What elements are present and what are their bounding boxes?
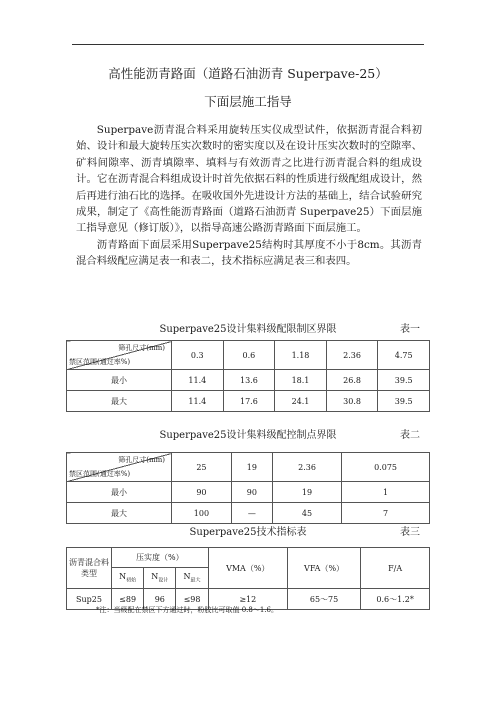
table1-cell: 13.6 bbox=[223, 370, 275, 391]
table1-cell: 30.8 bbox=[326, 391, 378, 412]
table2-diag-bottom: 禁区范围(通过率%) bbox=[69, 470, 131, 478]
n-init-sub: 初始 bbox=[126, 577, 137, 584]
table1-header-cell: 2.36 bbox=[326, 341, 378, 370]
table1-row-label: 最小 bbox=[67, 370, 172, 391]
table2-row-label: 最大 bbox=[67, 503, 172, 524]
table2-header-cell: 2.36 bbox=[272, 453, 341, 482]
table2-cell: 19 bbox=[272, 482, 341, 503]
table1-cell: 39.5 bbox=[378, 391, 430, 412]
table1-header-cell: 0.3 bbox=[172, 341, 224, 370]
table2-cell: 90 bbox=[231, 482, 272, 503]
table2-number: 表二 bbox=[400, 430, 420, 441]
header-rule bbox=[72, 44, 424, 45]
table1-diag-header bbox=[67, 341, 172, 370]
table3-cell-n-init: ≤89 bbox=[112, 589, 144, 610]
table3-footnote: *注：当级配在禁区下方通过时，粉胶比可取值 0.8～1.6。 bbox=[96, 606, 278, 614]
table3-compaction-header: 压实度（%） bbox=[112, 548, 209, 568]
table2-cell: 7 bbox=[342, 503, 430, 524]
table3-cell-n-design: 96 bbox=[144, 589, 176, 610]
table2-row-label: 最小 bbox=[67, 482, 172, 503]
table1-diag-top: 筛孔尺寸(mm) bbox=[118, 344, 165, 352]
n-max-sub: 最大 bbox=[190, 577, 201, 584]
n-design-symbol: N bbox=[151, 572, 159, 582]
table3-fa-header: F/A bbox=[361, 548, 430, 589]
table2-header-row bbox=[67, 453, 430, 482]
table1-cell: 17.6 bbox=[223, 391, 275, 412]
table2-caption-text: Superpave25设计集料级配控制点界限 bbox=[159, 430, 337, 441]
table3-cell-vma: ≥12 bbox=[208, 589, 287, 610]
table3-n-design-header bbox=[144, 568, 176, 589]
table2-diag-header bbox=[67, 453, 172, 482]
doc-subtitle: 下面层施工指导 bbox=[204, 94, 292, 109]
table2-cell: 100 bbox=[172, 503, 232, 524]
table1-header-cell: 1.18 bbox=[275, 341, 327, 370]
table1-row-label: 最大 bbox=[67, 391, 172, 412]
n-design-sub: 设计 bbox=[158, 577, 169, 584]
table2-header-cell: 19 bbox=[231, 453, 272, 482]
table1-row bbox=[67, 370, 430, 391]
table1-diag-bottom: 禁区范围(通过率%) bbox=[69, 358, 131, 366]
table1-number: 表一 bbox=[400, 324, 420, 335]
table3-number: 表三 bbox=[400, 527, 420, 538]
table3 bbox=[66, 547, 430, 610]
table1 bbox=[66, 340, 430, 412]
table3-vma-header: VMA（%） bbox=[208, 548, 287, 589]
table1-row bbox=[67, 391, 430, 412]
table1-header-cell: 0.6 bbox=[223, 341, 275, 370]
table1-cell: 24.1 bbox=[275, 391, 327, 412]
table2-cell: — bbox=[231, 503, 272, 524]
n-max-symbol: N bbox=[183, 572, 191, 582]
paragraph-1: Superpave沥青混合料采用旋转压实仪成型试件，依据沥青混合料初始、设计和最大旋转压实次数时的密实度以及在设计压实次数时的空隙率、矿料间隙率、沥青填隙率、填料与有效沥青之比进行沥青混合料的组成设计。它在沥青混合料组成设计时首先依据石料的性质进行级配组成设计，然后再进行油石比的选择。在吸收国外先进设计方法的基础上，结合试验研究成果，制定了《高性能沥青路面（道路石油沥青 Superpave25）下面层施工指导意见（修订版）》，以指导高速公路沥青路面下面层施工。 bbox=[76, 124, 422, 235]
table2-diag-top: 筛孔尺寸(mm) bbox=[118, 456, 165, 464]
table3-n-init-header bbox=[112, 568, 144, 589]
body-text bbox=[76, 122, 422, 270]
table1-header-cell: 4.75 bbox=[378, 341, 430, 370]
table3-cell-vfa: 65～75 bbox=[287, 589, 360, 610]
n-init-symbol: N bbox=[119, 572, 127, 582]
table3-header-row bbox=[67, 548, 430, 568]
table2-header-cell: 0.075 bbox=[342, 453, 430, 482]
table3-cell-type: Sup25 bbox=[67, 589, 112, 610]
table1-cell: 39.5 bbox=[378, 370, 430, 391]
table3-vfa-header: VFA（%） bbox=[287, 548, 360, 589]
table1-cell: 26.8 bbox=[326, 370, 378, 391]
table1-caption-text: Superpave25设计集料级配限制区界限 bbox=[159, 324, 337, 335]
table3-caption-text: Superpave25技术指标表 bbox=[189, 527, 307, 538]
table3-cell-n-max: ≤98 bbox=[176, 589, 208, 610]
table2-row bbox=[67, 503, 430, 524]
table1-cell: 18.1 bbox=[275, 370, 327, 391]
table2-cell: 1 bbox=[342, 482, 430, 503]
table1-header-row bbox=[67, 341, 430, 370]
doc-title: 高性能沥青路面（道路石油沥青 Superpave-25） bbox=[108, 66, 388, 81]
table2-cell: 45 bbox=[272, 503, 341, 524]
table2 bbox=[66, 452, 430, 524]
table3-n-max-header bbox=[176, 568, 208, 589]
table2-cell: 90 bbox=[172, 482, 232, 503]
table1-cell: 11.4 bbox=[172, 391, 224, 412]
table1-cell: 11.4 bbox=[172, 370, 224, 391]
paragraph-2: 沥青路面下面层采用Superpave25结构时其厚度不小于8cm。其沥青混合料级配应满足表一和表二，技术指标应满足表三和表四。 bbox=[76, 238, 422, 268]
table3-cell-fa: 0.6～1.2* bbox=[361, 589, 430, 610]
table3-mix-type-header: 沥青混合料类型 bbox=[67, 548, 112, 589]
table2-row bbox=[67, 482, 430, 503]
table2-header-cell: 25 bbox=[172, 453, 232, 482]
